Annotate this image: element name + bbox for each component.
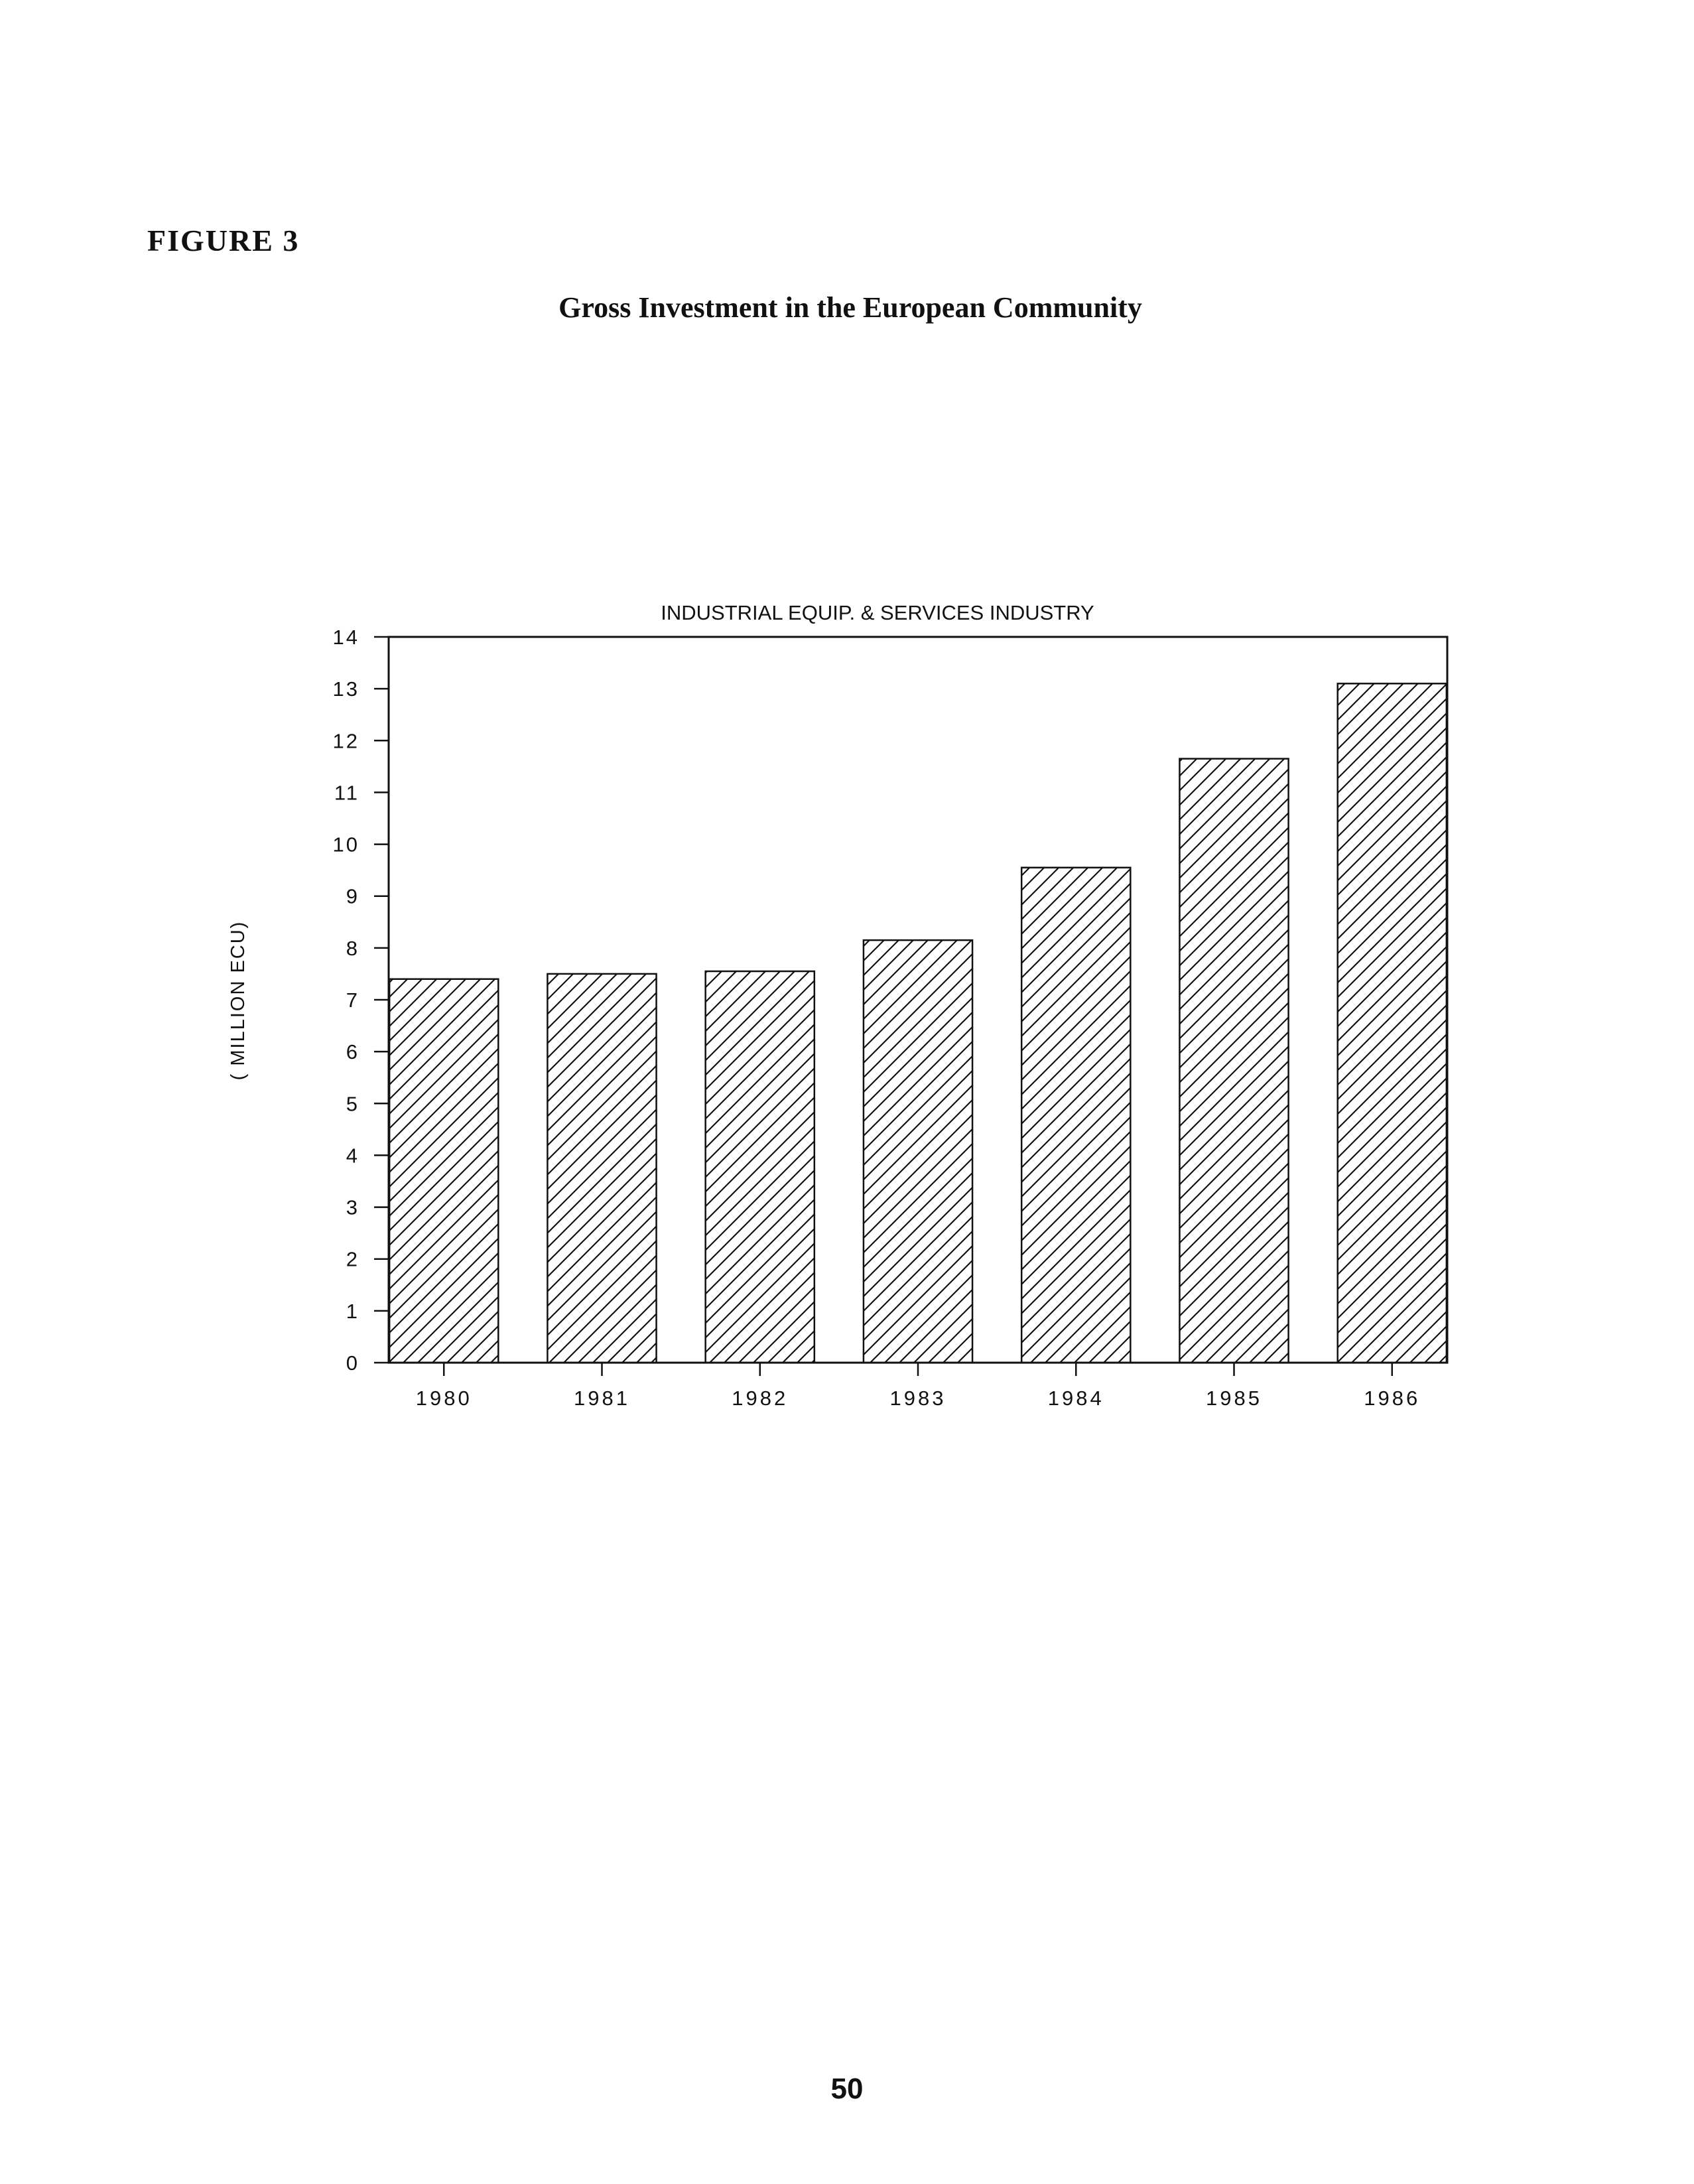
page-number: 50 [830, 2073, 864, 2105]
y-tick-label: 5 [346, 1092, 359, 1116]
bar-1981 [547, 974, 656, 1363]
bar-1986 [1338, 683, 1447, 1363]
bar-1980 [389, 979, 498, 1363]
y-tick-label: 6 [346, 1040, 359, 1064]
y-tick-label: 1 [346, 1299, 359, 1323]
y-tick-label: 12 [332, 729, 359, 753]
y-tick-label: 7 [346, 989, 359, 1012]
y-axis-label: ( MILLION ECU) [228, 920, 249, 1081]
y-tick-label: 9 [346, 884, 359, 908]
x-tick-label: 1980 [415, 1387, 472, 1410]
y-tick-label: 13 [332, 677, 359, 701]
document-title: Gross Investment in the European Community [558, 291, 1142, 324]
y-tick-label: 11 [334, 781, 359, 805]
x-tick-label: 1983 [889, 1387, 946, 1410]
figure-label: FIGURE 3 [147, 224, 300, 257]
y-tick-label: 4 [346, 1144, 359, 1168]
chart-title: INDUSTRIAL EQUIP. & SERVICES INDUSTRY [661, 601, 1094, 624]
y-tick-label: 14 [332, 626, 359, 649]
y-tick-label: 10 [332, 833, 359, 856]
bar-1983 [864, 940, 972, 1363]
x-tick-label: 1981 [573, 1387, 630, 1410]
y-tick-label: 0 [346, 1351, 359, 1375]
bar-1984 [1021, 868, 1130, 1363]
y-tick-label: 3 [346, 1195, 359, 1219]
x-tick-label: 1985 [1206, 1387, 1263, 1410]
x-tick-label: 1984 [1047, 1387, 1104, 1410]
x-tick-label: 1986 [1364, 1387, 1421, 1410]
bar-1982 [706, 971, 814, 1363]
x-tick-label: 1982 [732, 1387, 789, 1410]
bar-1985 [1179, 759, 1288, 1363]
y-tick-label: 2 [346, 1247, 359, 1271]
y-tick-label: 8 [346, 936, 359, 960]
